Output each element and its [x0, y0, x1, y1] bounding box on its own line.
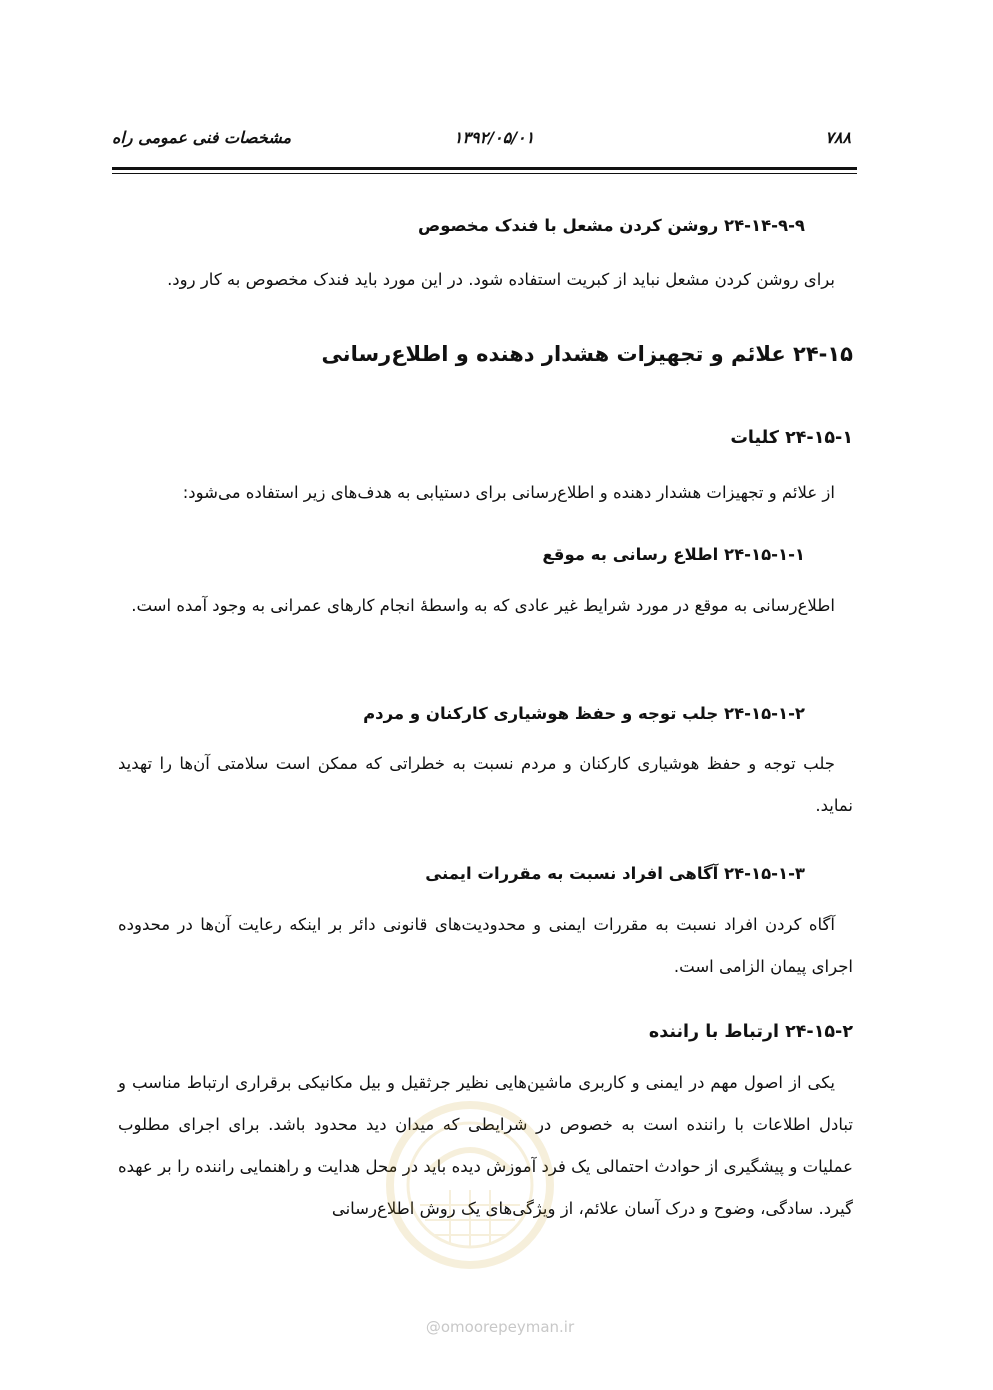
watermark-url: @omoorepeyman.ir [425, 1318, 575, 1336]
paragraph-24-15-2: یکی از اصول مهم در ایمنی و کاربری ماشین‌هایی نظیر جرثقیل و بیل مکانیکی برقراری ارتباط مناسب و تبادل اطلاعات با راننده است به خصوص در شرایطی که میدان دید محدود باشد. برای اجرای مطلوب عملیات و پیشگیری از حوادث احتمالی یک فرد آموزش دیده باید در محل هدایت و راهنمایی راننده را بر عهده گیرد. سادگی، وضوح و درک آسان علائم، از ویژگی‌های یک روش اطلاع‌رسانی [118, 1073, 853, 1218]
header-date: ۱۳۹۲/۰۵/۰۱ [453, 128, 535, 147]
heading-24-15-2: ۲۴-۱۵-۲ ارتباط با راننده [648, 1022, 853, 1042]
paragraph-24-15-1-1: اطلاع‌رسانی به موقع در مورد شرایط غیر عادی که به واسطهٔ انجام کارهای عمرانی به وجود آمده است. [131, 596, 835, 615]
header-rule-thick [112, 167, 857, 170]
running-header [112, 126, 857, 156]
heading-24-15-1-1: ۲۴-۱۵-۱-۱ اطلاع رسانی به موقع [542, 545, 805, 564]
heading-24-14-9-9: ۲۴-۱۴-۹-۹ روشن کردن مشعل با فندک مخصوص [418, 216, 805, 235]
heading-24-15-1: ۲۴-۱۵-۱ کلیات [730, 428, 853, 448]
paragraph-24-14-9-9: برای روشن کردن مشعل نباید از کبریت استفاده شود. در این مورد باید فندک مخصوص به کار رود. [167, 270, 835, 289]
book-title: مشخصات فنی عمومی راه [112, 128, 292, 147]
page-number: ۷۸۸ [825, 128, 851, 147]
paragraph-24-15-1-3: آگاه کردن افراد نسبت به مقررات ایمنی و محدودیت‌های قانونی دائر بر اینکه رعایت آن‌ها در محدوده اجرای پیمان الزامی است. [118, 915, 853, 976]
paragraph-24-15-1-2: جلب توجه و حفظ هوشیاری کارکنان و مردم نسبت به خطراتی که ممکن است سلامتی آن‌ها را تهدید نماید. [118, 754, 853, 815]
heading-24-15-1-3: ۲۴-۱۵-۱-۳ آگاهی افراد نسبت به مقررات ایمنی [425, 864, 805, 883]
heading-24-15: ۲۴-۱۵ علائم و تجهیزات هشدار دهنده و اطلاع‌رسانی [321, 342, 853, 366]
header-rule-thin [112, 173, 857, 174]
paragraph-24-15-1: از علائم و تجهیزات هشدار دهنده و اطلاع‌رسانی برای دستیابی به هدف‌های زیر استفاده می‌شود: [182, 483, 835, 502]
heading-24-15-1-2: ۲۴-۱۵-۱-۲ جلب توجه و حفظ هوشیاری کارکنان و مردم [363, 704, 805, 723]
